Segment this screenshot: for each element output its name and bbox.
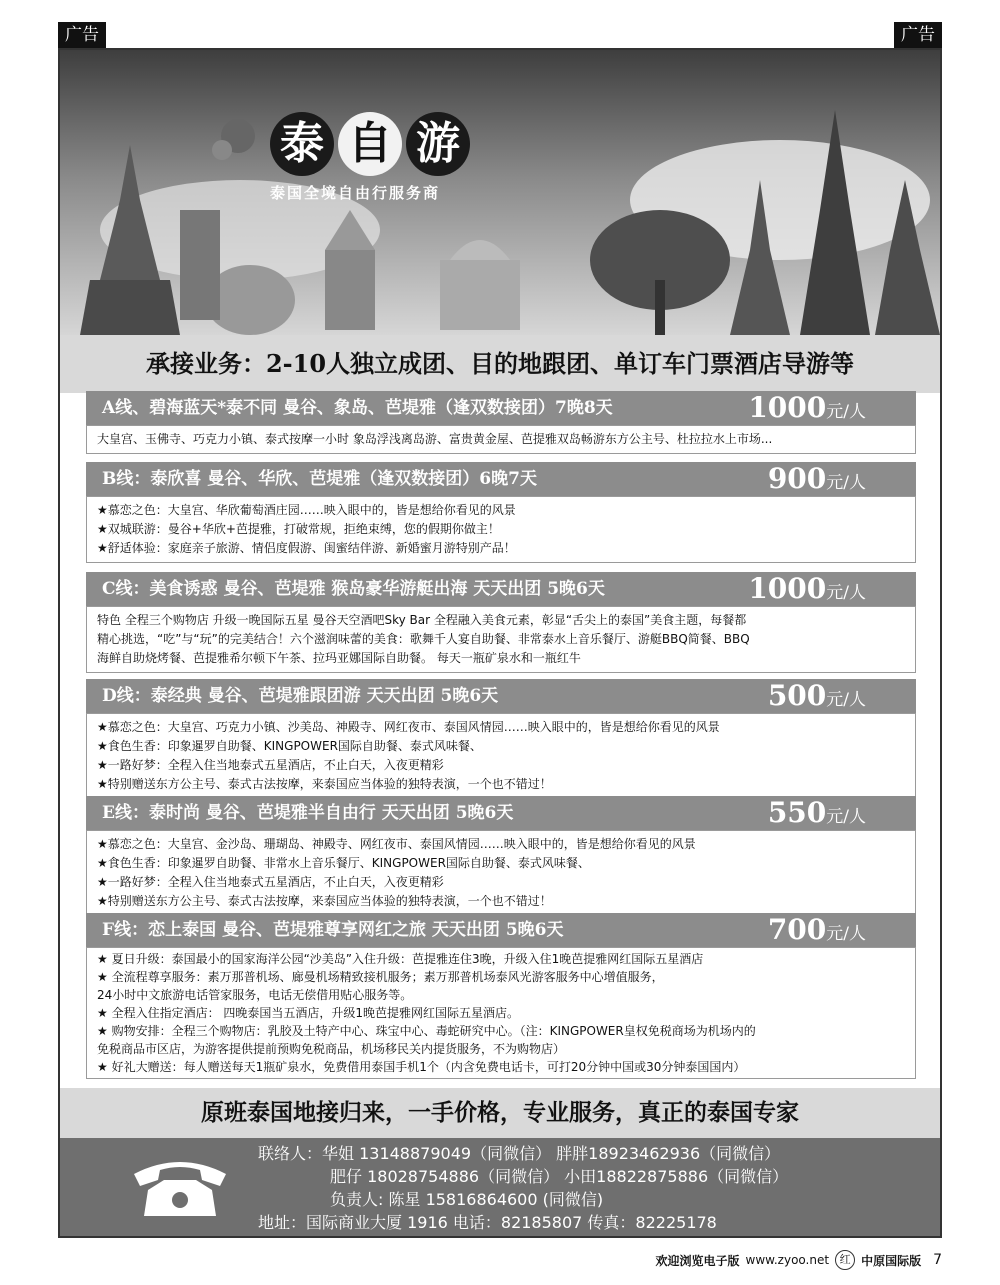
detail-line: 海鲜自助烧烤餐、芭提雅希尔顿下午茶、拉玛亚娜国际自助餐。 每天一瓶矿泉水和一瓶红牛 xyxy=(97,651,581,665)
detail-line: ★慕恋之色：大皇宫、巧克力小镇、沙美岛、神殿寺、网红夜市、泰国风情园……映入眼中的，皆是想给你看见的风景 xyxy=(97,720,720,734)
tour-line-price xyxy=(768,911,866,953)
footer-edition: 中原国际版 xyxy=(861,1253,922,1268)
tour-line-price xyxy=(768,794,866,836)
price-value: 550 xyxy=(767,796,827,829)
price-value: 1000 xyxy=(748,572,827,605)
detail-line: ★特别赠送东方公主号、泰式古法按摩，来泰国应当体验的独特表演，一个也不错过！ xyxy=(97,894,552,908)
tour-line-title: E线：泰时尚 曼谷、芭堤雅半自由行 天天出团 5晚6天 xyxy=(102,803,514,823)
tour-line-header xyxy=(86,913,916,947)
logo-char-1: 泰 xyxy=(270,112,334,176)
detail-line: ★食色生香：印象暹罗自助餐、非常水上音乐餐厅、KINGPOWER国际自助餐、泰式风味餐、 xyxy=(97,856,590,870)
logo-char-2: 自 xyxy=(338,112,402,176)
contact-info xyxy=(258,1142,788,1234)
detail-line: 大皇宫、玉佛寺、巧克力小镇、泰式按摩一小时 象岛浮浅离岛游、富贵黄金屋、芭提雅双岛畅游东方公主号、杜拉拉水上市场... xyxy=(97,432,773,446)
tour-line-title: A线、碧海蓝天*泰不同 曼谷、象岛、芭堤雅（逢双数接团）7晚8天 xyxy=(102,398,613,418)
tour-line-header xyxy=(86,679,916,713)
detail-line: 特色 全程三个购物店 升级一晚国际五星 曼谷天空酒吧Sky Bar 全程融入美食元素，彰显“舌尖上的泰国”美食主题，每餐都 xyxy=(97,613,747,627)
banner-image xyxy=(60,50,940,335)
tour-line-details xyxy=(86,947,916,1079)
tour-line-price xyxy=(748,570,866,612)
tour-line-b xyxy=(86,462,916,563)
detail-line: ★ 全流程尊享服务：素万那普机场、廊曼机场精致接机服务；素万那普机场泰风光游客服务中心增值服务， xyxy=(97,970,664,984)
tour-line-header xyxy=(86,796,916,830)
price-value: 500 xyxy=(767,679,827,712)
tour-line-details xyxy=(86,830,916,916)
tour-line-d xyxy=(86,679,916,799)
business-headline: 承接业务：2-10人独立成团、目的地跟团、单订车门票酒店导游等 xyxy=(60,335,940,393)
ad-label-left: 广告 xyxy=(58,22,106,48)
detail-line: ★ 购物安排：全程三个购物店：乳胶及土特产中心、珠宝中心、毒蛇研究中心。（注：KINGPOWER皇权免税商场为机场内的 xyxy=(97,1024,756,1038)
telephone-icon xyxy=(130,1156,230,1218)
price-unit: 元/人 xyxy=(826,807,866,827)
contact-line-4: 地址：国际商业大厦 1916 电话：82185807 传真：82225178 xyxy=(258,1213,717,1232)
footer-site-link[interactable]: www.zyoo.net xyxy=(745,1253,830,1267)
tour-line-price xyxy=(768,460,866,502)
contact-line-3: 负责人: 陈星 15816864600 (同微信) xyxy=(330,1190,604,1209)
detail-line: ★ 好礼大赠送：每人赠送每天1瓶矿泉水，免费借用泰国手机1个（内含免费电话卡，可打20分钟中国或30分钟泰国国内） xyxy=(97,1060,746,1074)
tour-line-details xyxy=(86,606,916,673)
detail-line: ★舒适体验：家庭亲子旅游、情侣度假游、闺蜜结伴游、新婚蜜月游特别产品！ xyxy=(97,541,516,555)
price-value: 1000 xyxy=(748,391,827,424)
tour-line-title: F线：恋上泰国 曼谷、芭堤雅尊享网红之旅 天天出团 5晚6天 xyxy=(102,920,564,940)
tour-line-f xyxy=(86,913,916,1079)
contact-line-2: 肥仔 18028754886（同微信） 小田18822875886（同微信） xyxy=(330,1167,789,1186)
price-unit: 元/人 xyxy=(826,583,866,603)
detail-line: ★双城联游：曼谷+华欣+芭提雅，打破常规，拒绝束缚，您的假期你做主！ xyxy=(97,522,500,536)
detail-line: ★慕恋之色：大皇宫、华欣葡萄酒庄园……映入眼中的，皆是想给你看见的风景 xyxy=(97,503,516,517)
detail-line: ★食色生香：印象暹罗自助餐、KINGPOWER国际自助餐、泰式风味餐、 xyxy=(97,739,482,753)
page-number: 7 xyxy=(933,1252,942,1268)
tour-line-header xyxy=(86,462,916,496)
tour-line-e xyxy=(86,796,916,916)
detail-line: ★ 全程入住指定酒店： 四晚泰国当五酒店，升级1晚芭提雅网红国际五星酒店。 xyxy=(97,1006,520,1020)
seal-icon: 红 xyxy=(835,1250,855,1270)
footer-welcome: 欢迎浏览电子版 xyxy=(655,1253,740,1268)
tour-line-header xyxy=(86,391,916,425)
tour-line-title: C线：美食诱惑 曼谷、芭堤雅 猴岛豪华游艇出海 天天出团 5晚6天 xyxy=(102,579,605,599)
tour-line-price xyxy=(748,389,866,431)
detail-line: ★一路好梦：全程入住当地泰式五星酒店，不止白天，入夜更精彩 xyxy=(97,875,444,889)
tour-line-header xyxy=(86,572,916,606)
slogan: 原班泰国地接归来，一手价格，专业服务，真正的泰国专家 xyxy=(60,1088,940,1138)
brand-logo xyxy=(270,112,530,222)
detail-line: 免税商品市区店，为游客提供提前预购免税商品，机场移民关内提货服务，不为购物店） xyxy=(97,1042,566,1056)
tour-line-details xyxy=(86,496,916,563)
price-value: 900 xyxy=(767,462,827,495)
tour-line-price xyxy=(768,677,866,719)
tour-line-c xyxy=(86,572,916,673)
contact-panel xyxy=(60,1138,940,1236)
detail-line: ★特别赠送东方公主号、泰式古法按摩，来泰国应当体验的独特表演，一个也不错过！ xyxy=(97,777,552,791)
detail-line: 24小时中文旅游电话管家服务，电话无偿借用贴心服务等。 xyxy=(97,988,413,1002)
price-value: 700 xyxy=(767,913,827,946)
tour-line-title: B线：泰欣喜 曼谷、华欣、芭堤雅（逢双数接团）6晚7天 xyxy=(102,469,537,489)
page-footer xyxy=(656,1250,943,1270)
price-unit: 元/人 xyxy=(826,690,866,710)
detail-line: ★慕恋之色：大皇宫、金沙岛、珊瑚岛、神殿寺、网红夜市、泰国风情园……映入眼中的，皆是想给你看见的风景 xyxy=(97,837,696,851)
logo-char-3: 游 xyxy=(406,112,470,176)
ad-label-right: 广告 xyxy=(894,22,942,48)
tour-line-details xyxy=(86,713,916,799)
tour-line-a xyxy=(86,391,916,454)
price-unit: 元/人 xyxy=(826,473,866,493)
contact-line-1: 联络人：华姐 13148879049（同微信） 胖胖18923462936（同微信） xyxy=(258,1144,781,1163)
price-unit: 元/人 xyxy=(826,924,866,944)
detail-line: 精心挑选，“吃”与“玩”的完美结合！六个滋润味蕾的美食：歌舞千人宴自助餐、非常泰水上音乐餐厅、游艇BBQ简餐、BBQ xyxy=(97,632,750,646)
detail-line: ★ 夏日升级：泰国最小的国家海洋公园“沙美岛”入住升级：芭提雅连住3晚，升级入住1晚芭提雅网红国际五星酒店 xyxy=(97,952,704,966)
advertisement-frame xyxy=(58,48,942,1238)
tour-line-title: D线：泰经典 曼谷、芭堤雅跟团游 天天出团 5晚6天 xyxy=(102,686,499,706)
detail-line: ★一路好梦：全程入住当地泰式五星酒店，不止白天，入夜更精彩 xyxy=(97,758,444,772)
price-unit: 元/人 xyxy=(826,402,866,422)
brand-tagline: 泰国全境自由行服务商 xyxy=(270,184,441,202)
